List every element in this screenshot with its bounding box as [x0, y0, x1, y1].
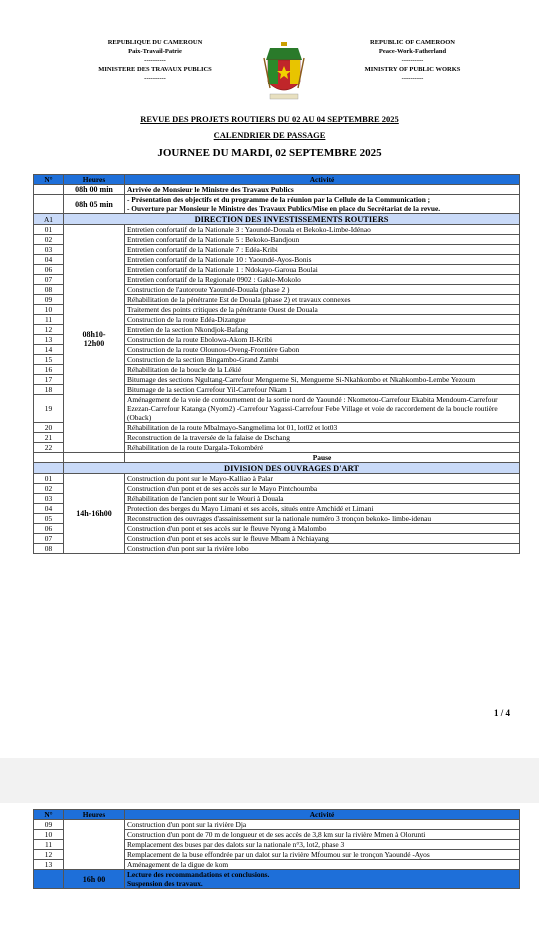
ministry-fr: MINISTERE DES TRAVAUX PUBLICS: [98, 66, 212, 73]
row-number: 13: [34, 335, 64, 345]
activity: Entretien confortatif de la Nationale 7 : Edéa-Kribi: [125, 245, 520, 255]
activity: Construction du pont sur le Mayo-Kalliao à Palar: [125, 474, 520, 484]
country-fr: REPUBLIQUE DU CAMEROUN: [107, 39, 203, 46]
row-number: 05: [34, 514, 64, 524]
activity: Aménagement de la digue de kom: [125, 860, 520, 870]
section-title: DIVISION DES OUVRAGES D'ART: [64, 463, 520, 474]
opening-time-2: 08h 05 min: [64, 195, 125, 214]
row-number: 10: [34, 305, 64, 315]
activity: Protection des berges du Mayo Limani et ses accès, situés entre Amchidé et Limani: [125, 504, 520, 514]
coat-of-arms-icon: [262, 42, 306, 104]
page-number: 1 / 4: [494, 708, 511, 718]
activity: Entretien confortatif de la Nationale 1 : Ndokayo-Garoua Boulai: [125, 265, 520, 275]
col-num: N°: [34, 175, 64, 185]
activity: Bitumage de la section Carrefour Yil-Carrefour Nkam 1: [125, 385, 520, 395]
motto-fr: Paix-Travail-Patrie: [128, 48, 182, 55]
activity: Remplacement de la buse effondrée par un dalot sur la rivière Mfoumou sur le tronçon Yaoundé -Ayos: [125, 850, 520, 860]
activity: Entretien de la section Nkondjok-Bafang: [125, 325, 520, 335]
activity: Construction d'un pont et ses accès sur le fleuve Nyong à Malombo: [125, 524, 520, 534]
activity: Construction d'un pont de 70 m de longueur et de ses accès de 3,8 km sur la rivière Mmen à Olorunti: [125, 830, 520, 840]
table-row: [34, 820, 520, 830]
opening-line: - Présentation des objectifs et du programme de la réunion par la Cellule de la Communication ;: [127, 195, 431, 204]
row-number: 12: [34, 325, 64, 335]
section-header: [34, 463, 520, 474]
activity: Réhabilitation de la boucle de la Lékié: [125, 365, 520, 375]
activity: Construction d'un pont sur la rivière lobo: [125, 544, 520, 554]
row-number: 08: [34, 285, 64, 295]
row-number: 07: [34, 534, 64, 544]
activity: Construction d'un pont sur la rivière Dja: [125, 820, 520, 830]
row-number: 04: [34, 255, 64, 265]
activity: Construction de la route Ebolowa-Akom II-Kribi: [125, 335, 520, 345]
table-row: [34, 185, 520, 195]
row-number: 12: [34, 850, 64, 860]
row-number: 11: [34, 315, 64, 325]
opening-time-1: 08h 00 min: [64, 185, 125, 195]
ministry-en: MINISTRY OF PUBLIC WORKS: [364, 66, 461, 73]
row-number: 06: [34, 265, 64, 275]
motto-en: Peace-Work-Fatherland: [378, 48, 447, 55]
pause-row: [34, 453, 520, 463]
closing-text: [125, 870, 520, 889]
schedule-title: CALENDRIER DE PASSAGE: [213, 130, 326, 140]
separator: ----------: [401, 75, 424, 82]
separator: ----------: [401, 57, 424, 64]
row-number: 17: [34, 375, 64, 385]
table-row: [34, 195, 520, 214]
activity: Réhabilitation de la pénétrante Est de Douala (phase 2) et travaux connexes: [125, 295, 520, 305]
table-header: [34, 810, 520, 820]
row-number: 09: [34, 820, 64, 830]
row-number: 10: [34, 830, 64, 840]
col-heures: Heures: [64, 810, 125, 820]
row-number: 21: [34, 433, 64, 443]
review-title: REVUE DES PROJETS ROUTIERS DU 02 AU 04 SEPTEMBRE 2025: [140, 114, 399, 124]
day-title: JOURNEE DU MARDI, 02 SEPTEMBRE 2025: [157, 147, 382, 159]
col-activite: Activité: [125, 175, 520, 185]
activity: Traitement des points critiques de la pénétrante Ouest de Douala: [125, 305, 520, 315]
closing-time: 16h 00: [64, 870, 125, 889]
activity: Construction d'un pont et de ses accès sur le Mayo Pintchoumba: [125, 484, 520, 494]
row-number: 01: [34, 225, 64, 235]
time-slot: 14h-16h00: [64, 474, 125, 554]
activity: Aménagement de la voie de contournement de la sortie nord de Yaoundé : Nkometou-Carrefour Ekabita Mendoum-Carrefour Ezezan-Carrefour Katanga (Nyom2) -Carrefour Yagassi-Carrefour Febe Village et voie de raccordement de la boucle routière (Oback): [125, 395, 520, 423]
row-number: 14: [34, 345, 64, 355]
activity: Réhabilitation de l'ancien pont sur le Wouri à Douala: [125, 494, 520, 504]
row-number: 11: [34, 840, 64, 850]
activity: Entretien confortatif de la Nationale 5 : Bekoko-Bandjoun: [125, 235, 520, 245]
row-number: 15: [34, 355, 64, 365]
schedule-table: [33, 174, 520, 554]
row-number: 01: [34, 474, 64, 484]
activity: Construction de l'autoroute Yaoundé-Douala (phase 2 ): [125, 285, 520, 295]
header-left: [80, 38, 230, 83]
activity: Construction de la route Edéa-Dizangue: [125, 315, 520, 325]
header-right: [345, 38, 480, 83]
row-number: 09: [34, 295, 64, 305]
row-number: 18: [34, 385, 64, 395]
activity: Réhabilitation de la route Dargala-Tokombéré: [125, 443, 520, 453]
activity: Construction d'un pont et ses accès sur le fleuve Mbam à Nchiayang: [125, 534, 520, 544]
section-code: A1: [34, 214, 64, 225]
separator: ----------: [144, 57, 166, 64]
col-num: N°: [34, 810, 64, 820]
row-number: 03: [34, 245, 64, 255]
row-number: 04: [34, 504, 64, 514]
section-header: [34, 214, 520, 225]
activity: Réhabilitation de la route Mbalmayo-Sangmelima lot 01, lot02 et lot03: [125, 423, 520, 433]
activity: Reconstruction des ouvrages d'assainissement sur la nationale numéro 3 tronçon bekoko- limbe-idenau: [125, 514, 520, 524]
separator: ----------: [144, 75, 166, 82]
col-activite: Activité: [125, 810, 520, 820]
row-number: 08: [34, 544, 64, 554]
row-number: 22: [34, 443, 64, 453]
activity: Entretien confortatif de la Nationale 10 : Yaoundé-Ayos-Bonis: [125, 255, 520, 265]
activity: Construction de la route Olounou-Oveng-Frontière Gabon: [125, 345, 520, 355]
schedule-table-continued: [33, 809, 520, 889]
opening-text-2: [125, 195, 520, 214]
table-header: [34, 175, 520, 185]
row-number: 19: [34, 395, 64, 423]
table-row: [34, 474, 520, 484]
row-number: 20: [34, 423, 64, 433]
row-number: 02: [34, 484, 64, 494]
activity: Remplacement des buses par des dalots sur la nationale n°3, lot2, phase 3: [125, 840, 520, 850]
opening-line: - Ouverture par Monsieur le Ministre des Travaux Publics/Mise en place du Secrétariat de la revue.: [127, 204, 441, 213]
page-2: [0, 803, 539, 929]
section-title: DIRECTION DES INVESTISSEMENTS ROUTIERS: [64, 214, 520, 225]
activity: Reconstruction de la traversée de la falaise de Dschang: [125, 433, 520, 443]
row-number: 07: [34, 275, 64, 285]
page-gap: [0, 758, 539, 803]
activity: Entretien confortatif de la Nationale 3 : Yaoundé-Douala et Bekoko-Limbe-Idénao: [125, 225, 520, 235]
pause-label: Pause: [125, 453, 520, 463]
closing-row: [34, 870, 520, 889]
table-row: [34, 225, 520, 235]
row-number: 03: [34, 494, 64, 504]
activity: Construction de la section Bingambo-Grand Zambi: [125, 355, 520, 365]
time-slot: 08h10- 12h00: [64, 225, 125, 453]
row-number: 16: [34, 365, 64, 375]
closing-line: Suspension des travaux.: [127, 879, 203, 888]
row-number: 02: [34, 235, 64, 245]
opening-text-1: Arrivée de Monsieur le Ministre des Travaux Publics: [125, 185, 520, 195]
row-number: 13: [34, 860, 64, 870]
country-en: REPUBLIC OF CAMEROON: [370, 39, 455, 46]
closing-line: Lecture des recommandations et conclusions.: [127, 870, 270, 879]
activity: Bitumage des sections Ngultang-Carrefour Mengueme Si, Mengueme Si-Nkahkombo et Nkahkombo-Lembe Yezoum: [125, 375, 520, 385]
activity: Entretien confortatif de la Regionale 0902 : Gakle-Mokolo: [125, 275, 520, 285]
col-heures: Heures: [64, 175, 125, 185]
row-number: 06: [34, 524, 64, 534]
